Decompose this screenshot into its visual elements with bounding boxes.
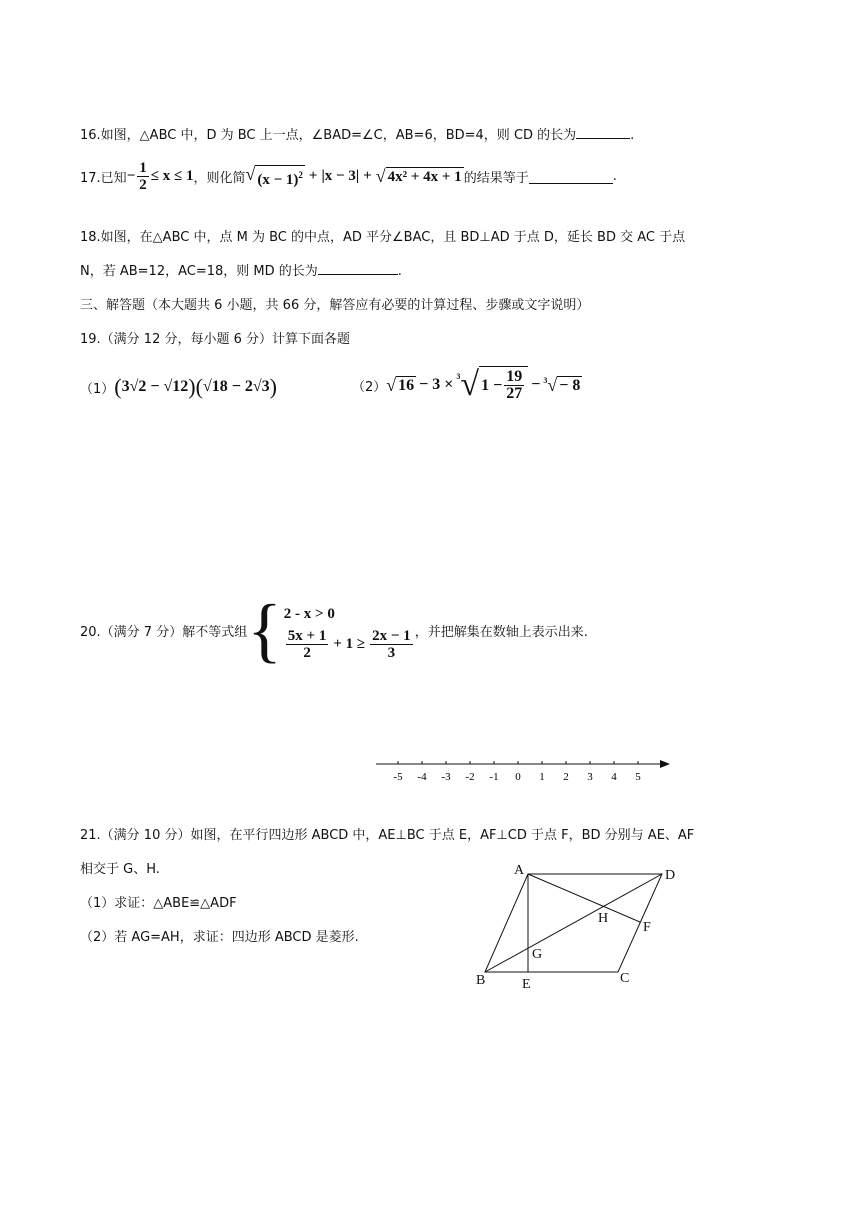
question-16	[80, 124, 634, 143]
question-17	[80, 160, 617, 193]
question-21-part2: （2）若 AG=AH，求证：四边形 ABCD 是菱形.	[80, 930, 359, 945]
frac-num: 19	[506, 368, 523, 385]
q19-p1-factor-a: 3√2 − √12	[121, 378, 189, 395]
paren-open: (	[114, 374, 122, 399]
inequality-system	[247, 590, 414, 670]
fraction-right	[370, 628, 413, 661]
tick-label: 1	[539, 771, 545, 783]
label-D: D	[665, 868, 676, 883]
paren-close: )	[188, 374, 196, 399]
q19-p1-expression	[114, 374, 277, 400]
question-18-line1: 18.如图，在△ABC 中，点 M 为 BC 的中点，AD 平分∠BAC，且 BD⊥AD 于点 D，延长 BD 交 AC 于点	[80, 230, 686, 245]
cube-root-index: 3	[543, 376, 548, 385]
question-21-line1: 21.（满分 10 分）如图，在平行四边形 ABCD 中，AE⊥BC 于点 E，AF⊥CD 于点 F，BD 分别与 AE、AF	[80, 828, 695, 843]
q18-end: .	[397, 264, 402, 279]
paren-open: (	[195, 374, 203, 399]
question-20	[80, 590, 588, 670]
tick-label: -1	[489, 771, 499, 783]
q17-condition	[127, 160, 194, 193]
minus-sign: −	[531, 376, 541, 393]
cube-root-2: √ − 8	[547, 374, 581, 395]
question-18-line2	[80, 260, 402, 279]
q18-line2-text: N，若 AB=12，AC=18，则 MD 的长为	[80, 264, 318, 279]
q19-part2	[352, 366, 582, 404]
fraction-half	[137, 160, 149, 193]
sqrt1-body: (x − 1)	[257, 171, 299, 188]
label-E: E	[522, 977, 531, 992]
q16-text: 16.如图，△ABC 中，D 为 BC 上一点，∠BAD=∠C，AB=6，BD=4，则 CD 的长为	[80, 128, 577, 143]
q16-answer-blank	[576, 125, 630, 139]
left-brace: {	[247, 590, 282, 670]
q17-mid: ，则化简	[193, 171, 246, 186]
tick-label: -3	[441, 771, 451, 783]
frac-num: 5x + 1	[287, 627, 327, 644]
q19-p2-label: （2）	[352, 379, 387, 395]
label-H: H	[598, 911, 609, 926]
label-B: B	[476, 973, 486, 988]
frac-den: 3	[387, 644, 396, 661]
q17-pre: 17.已知	[80, 171, 127, 186]
question-19-title: 19.（满分 12 分，每小题 6 分）计算下面各题	[80, 332, 351, 347]
q19-p2-expression	[386, 366, 582, 404]
sqrt-16: √ 16	[386, 374, 415, 395]
tick-label: 2	[563, 771, 569, 783]
frac-num: 1	[139, 160, 147, 176]
inequality: ≤ x ≤ 1	[150, 168, 194, 184]
tick-label: 3	[587, 771, 593, 783]
absolute-value: |x − 3|	[321, 168, 360, 184]
one-minus: 1 −	[481, 376, 503, 394]
section-3-heading: 三、解答题（本大题共 6 小题，共 66 分，解答应有必要的计算过程、步骤或文字说明）	[80, 298, 590, 313]
q20-post: ，并把解集在数轴上表示出来.	[414, 624, 588, 640]
segment-AF	[528, 874, 640, 922]
question-21-line2: 相交于 G、H.	[80, 862, 160, 877]
sqrt-16-body: 16	[398, 376, 415, 394]
cube-root-index: 3	[456, 372, 461, 381]
q19-part1	[80, 374, 277, 400]
tick-label: -5	[393, 771, 403, 783]
label-A: A	[514, 863, 525, 878]
q18-answer-blank	[318, 261, 398, 275]
q17-post: 的结果等于	[463, 171, 529, 186]
plus-sign: +	[308, 168, 318, 184]
plus-one-geq: + 1 ≥	[333, 635, 366, 652]
fraction-left	[286, 628, 329, 661]
tick-label: 5	[635, 771, 641, 783]
inequality-2	[284, 628, 415, 661]
frac-den: 2	[303, 644, 311, 661]
q17-end: .	[612, 169, 617, 184]
paren-close: )	[269, 374, 277, 399]
q19-p1-label: （1）	[80, 381, 115, 397]
q17-answer-blank	[529, 170, 613, 184]
system-rows	[284, 600, 415, 661]
tick-label: 0	[515, 771, 521, 783]
sqrt-1: √ $(x - 1)^2$	[245, 163, 303, 188]
frac-den: 27	[506, 385, 523, 402]
arrow-icon	[660, 760, 670, 768]
q17-expression	[245, 165, 463, 189]
cube-root-1: √ 1 − $\frac{19}{27}$	[460, 366, 528, 404]
label-F: F	[643, 920, 651, 935]
question-21-part1: （1）求证：△ABE≌△ADF	[80, 896, 237, 911]
q19-p1-factor-b: √18 − 2√3	[202, 378, 270, 395]
q20-pre: 20.（满分 7 分）解不等式组	[80, 624, 248, 640]
sqrt-2: √ 4x² + 4x + 1	[375, 166, 462, 186]
minus-three-times: − 3 ×	[419, 376, 454, 393]
segment-BD	[485, 874, 662, 972]
label-G: G	[532, 947, 543, 962]
q16-end: .	[630, 128, 635, 143]
cube-root-2-body: − 8	[559, 376, 581, 394]
number-line	[370, 752, 680, 788]
minus-sign: −	[126, 168, 136, 184]
tick-label: -2	[465, 771, 475, 783]
parallelogram-figure	[468, 858, 698, 998]
tick-label: 4	[611, 771, 617, 783]
frac-den: 2	[139, 177, 147, 193]
sqrt2-body: 4x² + 4x + 1	[387, 169, 462, 185]
frac-num: 2x − 1	[372, 627, 411, 644]
inequality-1: 2 - x > 0	[283, 605, 335, 622]
exponent: 2	[298, 169, 303, 180]
tick-label: -4	[417, 771, 427, 783]
label-C: C	[620, 971, 630, 986]
fraction-19-27	[504, 369, 524, 402]
plus-sign: +	[363, 168, 372, 184]
